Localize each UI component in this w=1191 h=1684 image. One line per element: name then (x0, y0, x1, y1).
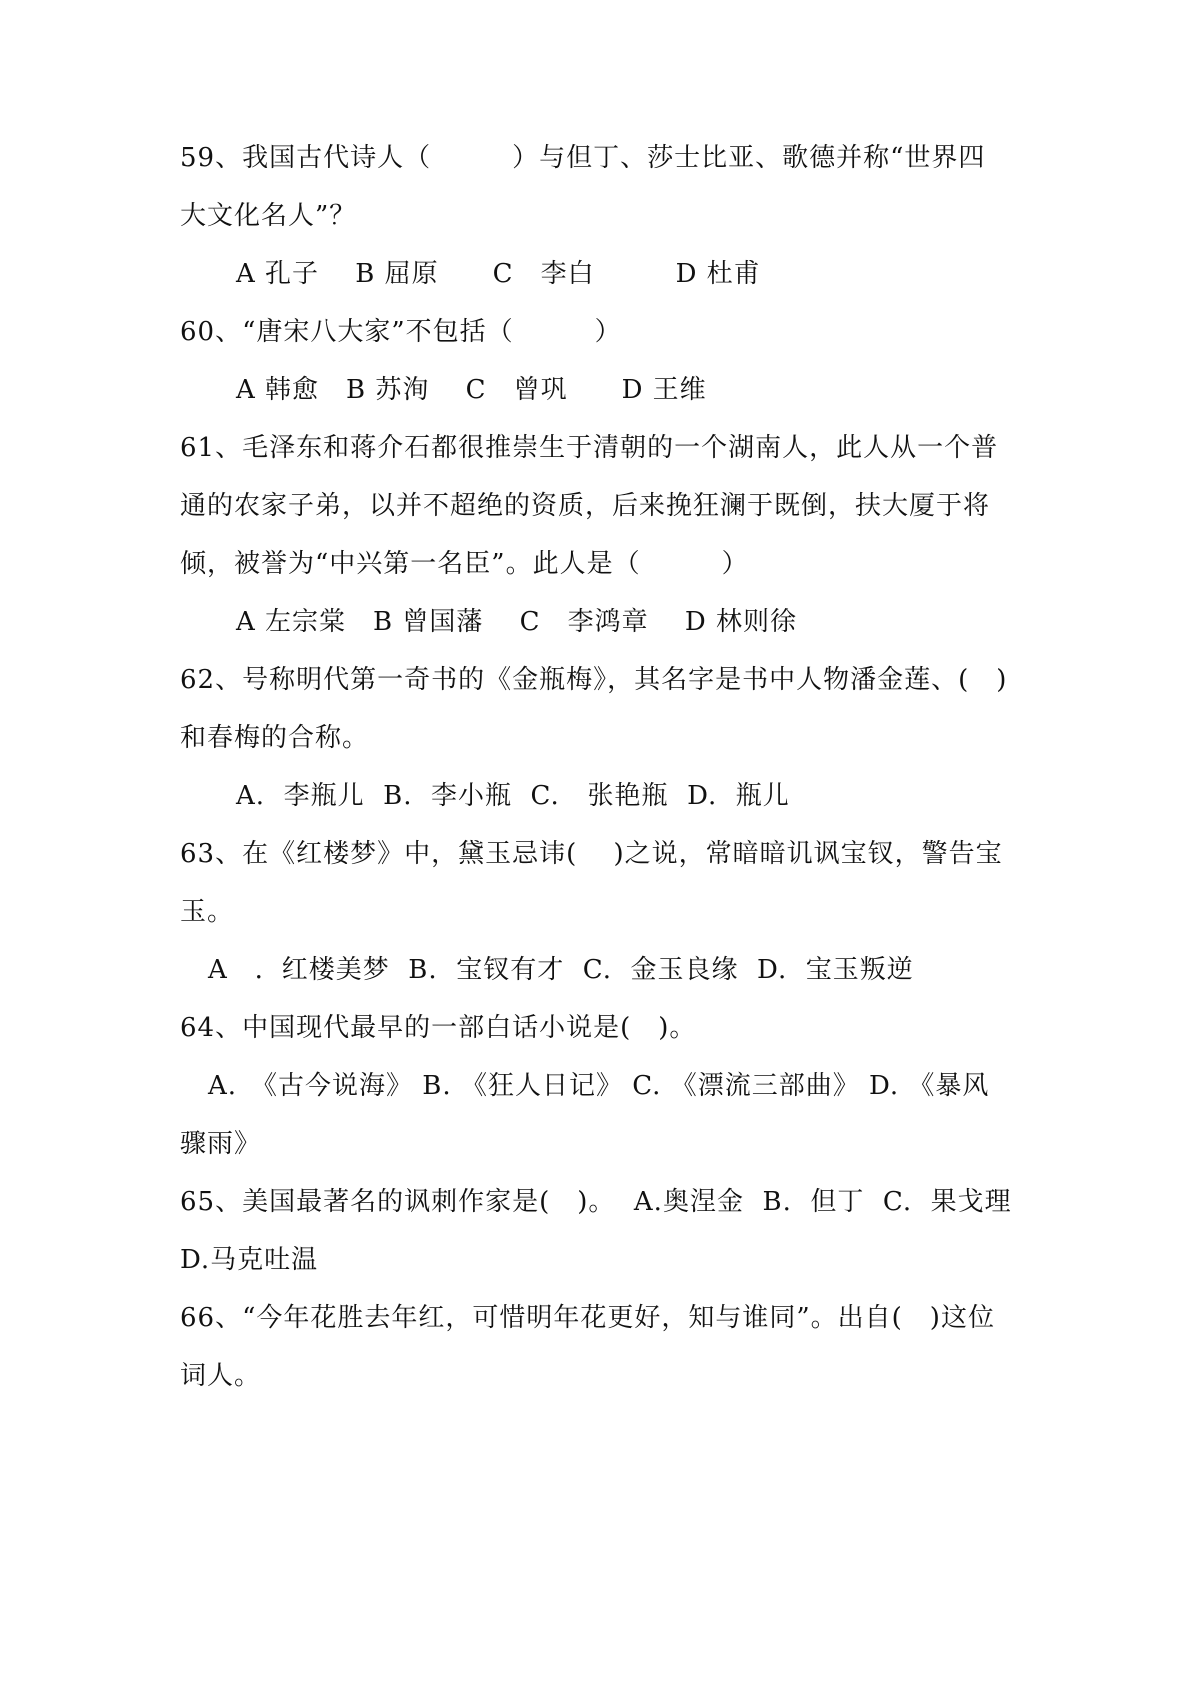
question-59-line-1: 59、我国古代诗人（ ）与但丁、莎士比亚、歌德并称“世界四 (180, 143, 986, 173)
question-60-options: A 韩愈 B 苏洵 C 曾巩 D 王维 (236, 375, 707, 405)
question-61-line-3: 倾，被誉为“中兴第一名臣”。此人是（ ） (180, 549, 749, 579)
question-65-line-1: 65、美国最著名的讽刺作家是( )。 A.奥涅金 B. 但丁 C. 果戈理 (180, 1187, 1012, 1217)
question-61-options: A 左宗棠 B 曾国藩 C 李鸿章 D 林则徐 (236, 607, 797, 637)
question-62-line-1: 62、号称明代第一奇书的《金瓶梅》，其名字是书中人物潘金莲、( ) (180, 665, 1008, 695)
question-59-line-2: 大文化名人”？ (180, 201, 357, 231)
question-64-options-continued: 骤雨》 (180, 1129, 262, 1159)
question-59-options: A 孔子 B 屈原 C 李白 D 杜甫 (236, 259, 761, 289)
question-63-options: A ．红楼美梦 B. 宝钗有才 C. 金玉良缘 D. 宝玉叛逆 (208, 955, 914, 985)
question-64-line-1: 64、中国现代最早的一部白话小说是( )。 (180, 1013, 697, 1043)
question-62-line-2: 和春梅的合称。 (180, 723, 370, 753)
question-63-line-2: 玉。 (180, 897, 235, 927)
question-61-line-1: 61、毛泽东和蒋介石都很推崇生于清朝的一个湖南人，此人从一个普 (180, 433, 999, 463)
question-61-line-2: 通的农家子弟，以并不超绝的资质，后来挽狂澜于既倒，扶大厦于将 (180, 491, 991, 521)
question-64-options: A. 《古今说海》 B. 《狂人日记》 C. 《漂流三部曲》 D. 《暴风 (208, 1071, 990, 1101)
question-60-line-1: 60、“唐宋八大家”不包括（ ） (180, 317, 622, 347)
question-62-options: A. 李瓶儿 B. 李小瓶 C. 张艳瓶 D. 瓶儿 (236, 781, 790, 811)
question-63-line-1: 63、在《红楼梦》中，黛玉忌讳( )之说，常暗暗讥讽宝钗，警告宝 (180, 839, 1003, 869)
question-66-line-1: 66、“今年花胜去年红，可惜明年花更好，知与谁同”。出自( )这位 (180, 1303, 995, 1333)
question-66-line-2: 词人。 (180, 1361, 262, 1391)
question-65-line-2: D.马克吐温 (180, 1245, 319, 1275)
